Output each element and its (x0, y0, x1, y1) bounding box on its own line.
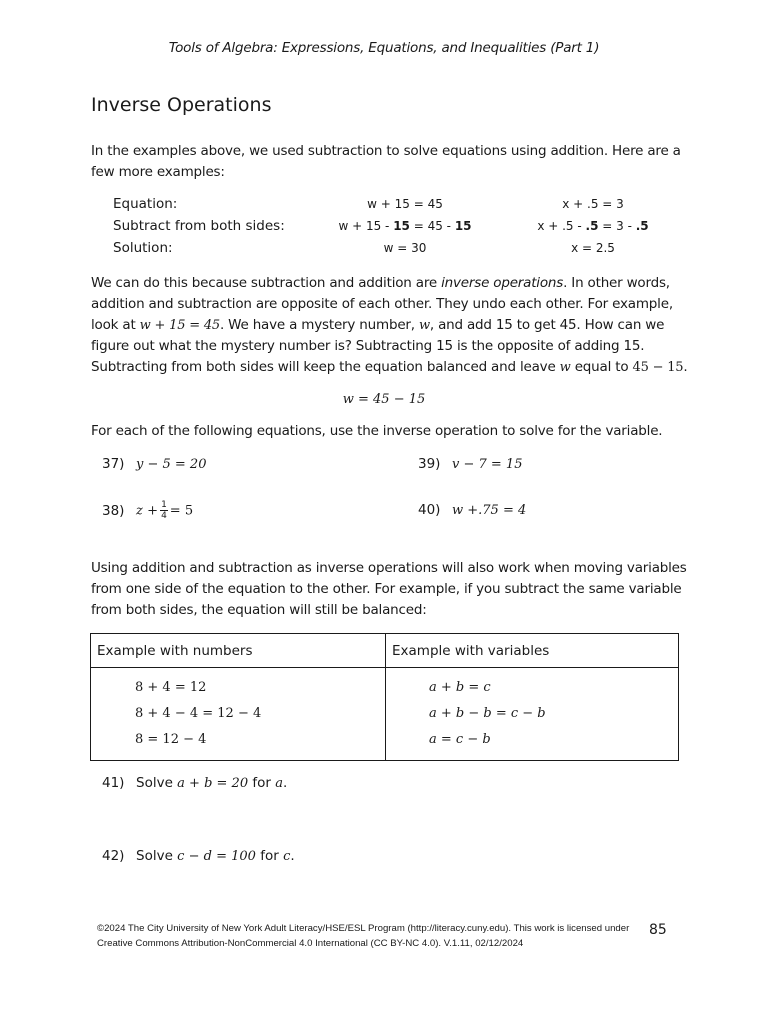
example-x: x = 2.5 (571, 241, 615, 255)
variable-equation: a + b = c (429, 680, 491, 695)
variable-equation: a + b − b = c − b (429, 706, 546, 721)
table-header-numbers: Example with numbers (91, 634, 386, 668)
examples-table (90, 633, 679, 761)
centered-equation: w = 45 − 15 (342, 392, 426, 407)
table-cell-variables (386, 668, 679, 761)
example-label: Equation: (113, 196, 178, 212)
explanation-paragraph: We can do this because subtraction and addition are inverse operations. In other words, addition and subtraction are opposite of each other. They undo each other. For example, look at w + 15 = 45. We have a mystery number, w, and add 15 to get 45. How can we figure out what the mystery number is? Subtracting 15 is the opposite of adding 15. Subtracting from both sides will keep the equation balanced and leave w equal to 45 − 15. (91, 275, 688, 375)
fraction: $\frac{1}{4}$ (161, 500, 167, 521)
number-equation: 8 + 4 − 4 = 12 − 4 (135, 706, 262, 721)
copyright-footer: ©2024 The City University of New York Adult Literacy/HSE/ESL Program (http://literacy.cuny.edu). This work is licensed under Creative Commons Attribution-NonCommercial 4.0 International (CC BY-NC 4.0). V.1.11, 02/12/2024 (97, 923, 630, 949)
section-title: Inverse Operations (91, 94, 272, 116)
problem-37: 37) y − 5 = 20 (102, 456, 207, 472)
problem-42: 42) Solve c − d = 100 for c. (102, 848, 295, 864)
running-header: Tools of Algebra: Expressions, Equations, and Inequalities (Part 1) (168, 40, 600, 56)
moving-variables-paragraph: Using addition and subtraction as inverse operations will also work when moving variables from one side of the equation to the other. For example, if you subtract the same variable from both sides, the equation will still be balanced: (91, 560, 687, 618)
table-cell-numbers (91, 668, 386, 761)
example-row-subtract (113, 218, 673, 240)
problem-39: 39) v − 7 = 15 (418, 456, 523, 472)
example-x: x + .5 = 3 (562, 197, 624, 211)
page-number: 85 (649, 922, 667, 938)
intro-paragraph: In the examples above, we used subtraction to solve equations using addition. Here are a few more examples: (91, 143, 681, 180)
instruction-text: For each of the following equations, use the inverse operation to solve for the variable. (91, 423, 663, 439)
variable-equation: a = c − b (429, 732, 491, 747)
table-header-variables: Example with variables (386, 634, 679, 668)
number-equation: 8 = 12 − 4 (135, 732, 207, 747)
example-label: Subtract from both sides: (113, 218, 285, 234)
problem-40: 40) w +.75 = 4 (418, 502, 527, 518)
example-row-equation (113, 196, 673, 218)
example-x: x + .5 - .5 = 3 - .5 (537, 219, 649, 233)
number-equation: 8 + 4 = 12 (135, 680, 207, 695)
example-w: w = 30 (383, 241, 427, 255)
example-w: w + 15 = 45 (367, 197, 443, 211)
problem-38: 38) z + $\frac{1}{4}$ = 5 (102, 500, 194, 521)
example-row-solution (113, 240, 673, 262)
example-w: w + 15 - 15 = 45 - 15 (338, 219, 472, 233)
problem-41: 41) Solve a + b = 20 for a. (102, 775, 288, 791)
example-label: Solution: (113, 240, 173, 256)
